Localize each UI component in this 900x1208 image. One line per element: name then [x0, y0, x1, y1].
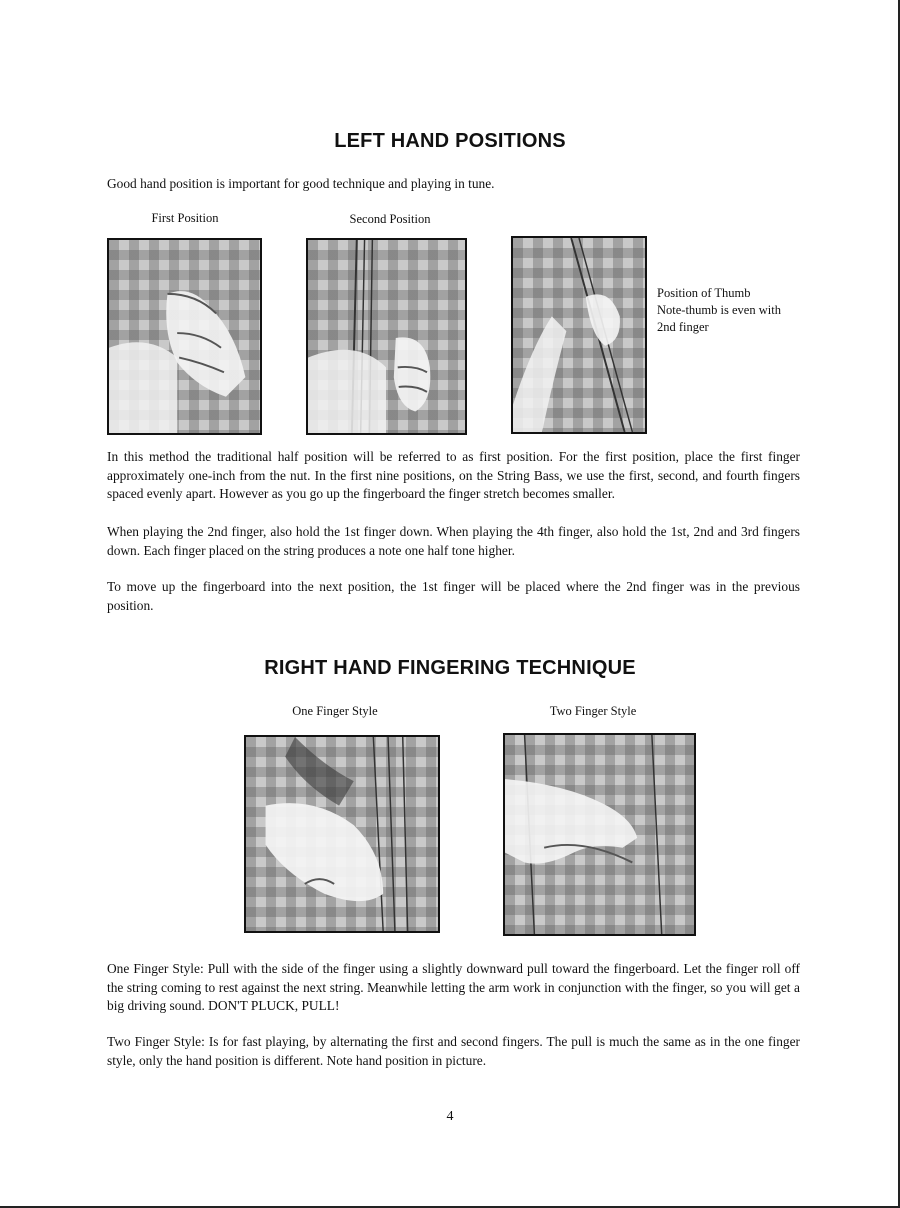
second-position-photo: [306, 238, 467, 435]
right-hand-paragraph-1: One Finger Style: Pull with the side of the finger using a slightly downward pull toward the fingerboard. Let the finger roll off the string coming to rest against the next string. Meanwhile letting the arm work in conjunction with the finger, so you will get a big driving sound. DON'T PLUCK, PULL!: [107, 961, 800, 1013]
thumb-note-line-3: 2nd finger: [657, 320, 709, 334]
thumb-note-line-2: Note-thumb is even with: [657, 303, 781, 317]
left-hand-paragraph-1: In this method the traditional half position will be referred to as first position. For the first position, place the first finger approximately one-inch from the nut. In the first nine positions, on the String Bass, we use the first, second, and fourth fingers spaced evenly apart. However as you go up the fingerboard the finger stretch becomes smaller.: [107, 449, 800, 501]
thumb-position-note: [657, 285, 807, 336]
left-hand-intro: Good hand position is important for good technique and playing in tune.: [107, 176, 495, 191]
thumb-position-photo: [511, 236, 647, 434]
page-number: 4: [446, 1109, 454, 1124]
left-hand-title: LEFT HAND POSITIONS: [334, 130, 566, 152]
right-hand-paragraph-2: Two Finger Style: Is for fast playing, by alternating the first and second fingers. The pull is much the same as in the one finger style, only the hand position is different. Note hand position in picture.: [107, 1034, 800, 1068]
two-finger-style-photo: [503, 733, 696, 936]
thumb-note-line-1: Position of Thumb: [657, 286, 751, 300]
right-hand-title: RIGHT HAND FINGERING TECHNIQUE: [264, 657, 636, 679]
caption-two-finger: Two Finger Style: [549, 704, 637, 718]
left-hand-paragraph-2: When playing the 2nd finger, also hold the 1st finger down. When playing the 4th finger, also hold the 1st, 2nd and 3rd fingers down. Each finger placed on the string produces a note one half tone higher.: [107, 524, 800, 558]
one-finger-style-photo: [244, 735, 440, 933]
caption-second-position: Second Position: [349, 212, 431, 226]
caption-first-position: First Position: [151, 211, 219, 225]
left-hand-paragraph-3: To move up the fingerboard into the next position, the 1st finger will be placed where the 2nd finger was in the previous position.: [107, 579, 800, 613]
caption-one-finger: One Finger Style: [292, 704, 378, 718]
first-position-photo: [107, 238, 262, 435]
